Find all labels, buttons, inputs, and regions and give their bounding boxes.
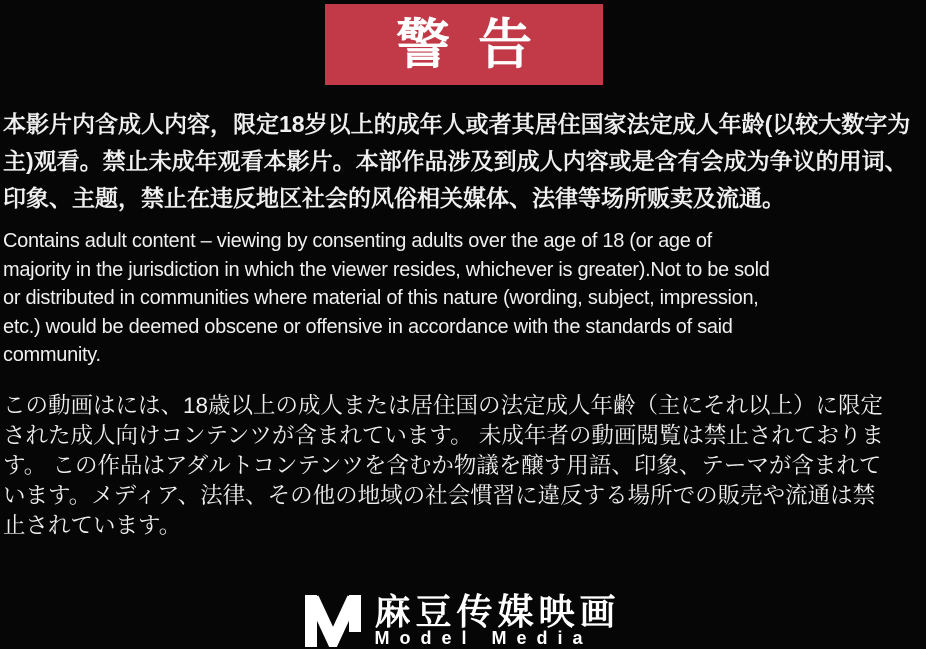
warning-zh-line-1: 本影片内含成人内容，限定18岁以上的成年人或者其居住国家法定成人年龄(以较大数字为 [3, 111, 911, 137]
brand-logo [0, 591, 926, 648]
warning-ja-line-4: います。メディア、法律、その他の地域の社会慣習に違反する場所での販売や流通は禁 [3, 483, 876, 508]
warning-en-line-3: or distributed in communities where material of this nature (wording, subject, impression, [3, 287, 759, 309]
warning-ja-line-2: された成人向けコンテンツが含まれています。 未成年者の動画閲覧は禁止されておりま [3, 423, 884, 448]
warning-en-line-4: etc.) would be deemed obscene or offensive in accordance with the standards of said [3, 315, 733, 338]
warning-banner [325, 4, 603, 85]
model-media-m-logo-icon [305, 595, 374, 647]
warning-ja-line-1: この動画はには、18歳以上の成人または居住国の法定成人年齢（主にそれ以上）に限定 [3, 393, 884, 418]
warning-zh-line-2: 主)观看。禁止未成年观看本影片。本部作品涉及到成人内容或是含有会成为争议的用词、 [3, 148, 908, 174]
warning-en-line-5: community. [3, 344, 101, 366]
warning-ja-line-5: 止されています。 [3, 513, 182, 538]
warning-text-japanese [3, 391, 926, 541]
warning-ja-line-3: す。 この作品はアダルトコンテンツを含むか物議を醸す用語、印象、テーマが含まれて [3, 453, 882, 478]
warning-zh-line-3: 印象、主题，禁止在违反地区社会的风俗相关媒体、法律等场所贩卖及流通。 [3, 185, 785, 211]
warning-en-line-1: Contains adult content – viewing by consenting adults over the age of 18 (or age of [3, 230, 712, 252]
brand-name-cjk: 麻豆传媒映画 [374, 591, 621, 632]
warning-text-chinese [3, 106, 926, 217]
warning-en-line-2: majority in the jurisdiction in which the viewer resides, whichever is greater).Not to be sold [3, 258, 770, 281]
warning-banner-title: 警告 [396, 14, 560, 75]
brand-logo-names [374, 591, 621, 648]
warning-text-english [3, 227, 926, 370]
brand-name-latin: Model Media [374, 628, 593, 648]
